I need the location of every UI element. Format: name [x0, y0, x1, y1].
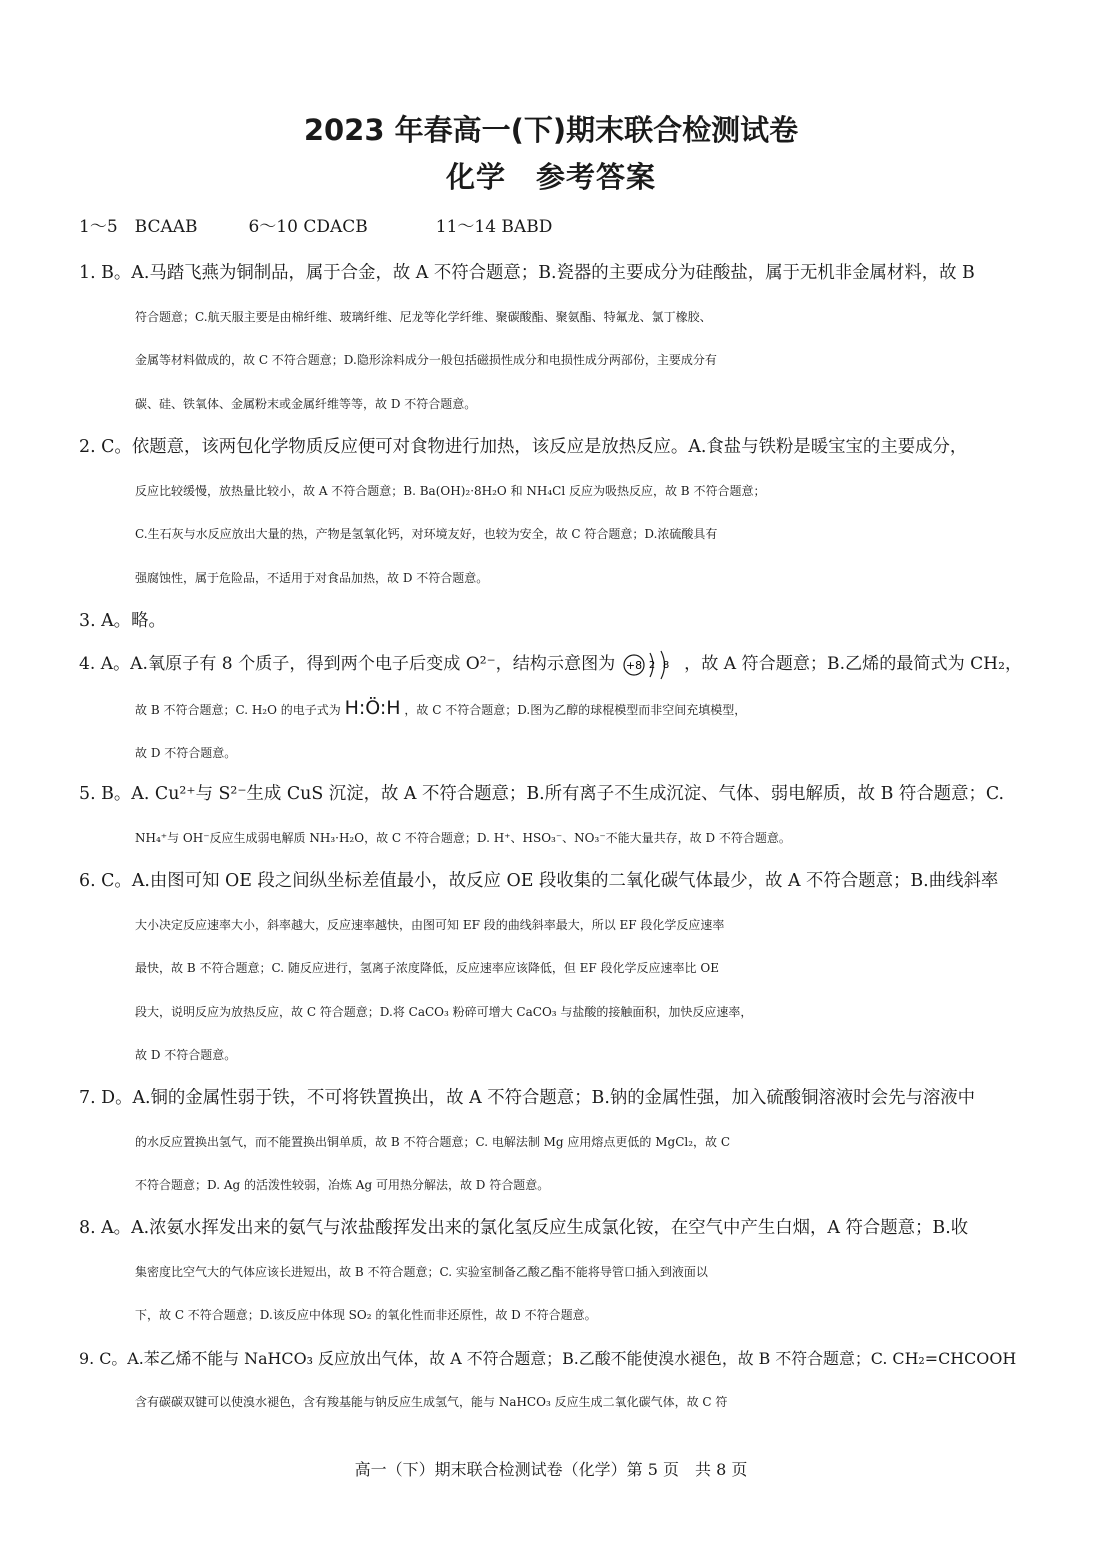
answer-item-4 [79, 643, 1025, 776]
answer-item-1 [79, 252, 1025, 426]
item-line: 最快，故 B 不符合题意；C. 随反应进行，氢离子浓度降低，反应速率应该降低，但 EF 段化学反应速率比 OE [135, 961, 719, 975]
item-line: NH₄⁺与 OH⁻反应生成弱电解质 NH₃·H₂O，故 C 不符合题意；D. H⁺、HSO₃⁻、NO₃⁻不能大量共存，故 D 不符合题意。 [135, 830, 791, 845]
item-line: 9. C。A.苯乙烯不能与 NaHCO₃ 反应放出气体，故 A 不符合题意；B.乙酸不能使溴水褪色，故 B 不符合题意；C. CH₂=CHCOOH [79, 1349, 1017, 1368]
answer-summary: 1～5 BCAAB 6～10 CDACB 11～14 BABD [79, 217, 553, 237]
atom-structure-diagram [621, 648, 679, 682]
item-line: 符合题意；C.航天服主要是由棉纤维、玻璃纤维、尼龙等化学纤维、聚碳酸酯、聚氨酯、特氟龙、氯丁橡胶、 [135, 309, 712, 324]
item-line: 不符合题意；D. Ag 的活泼性较弱，冶炼 Ag 可用热分解法，故 D 符合题意。 [135, 1178, 550, 1192]
answer-item-6 [79, 860, 1025, 1078]
item-text: 4. A。A.氧原子有 8 个质子，得到两个电子后变成 O²⁻，结构示意图为 [79, 654, 616, 674]
answer-item-9 [79, 1337, 1025, 1424]
item-text: ，故 A 符合题意；B.乙烯的最简式为 CH₂， [684, 654, 1023, 674]
item-line: 的水反应置换出氢气，而不能置换出铜单质，故 B 不符合题意；C. 电解法制 Mg 应用熔点更低的 MgCl₂，故 C [135, 1134, 731, 1149]
answer-item-5 [79, 773, 1025, 860]
item-line [79, 687, 1025, 733]
answer-item-2 [79, 426, 1025, 600]
item-text: 故 B 不符合题意；C. H₂O 的电子式为 [135, 702, 341, 717]
page-subtitle: 化学 参考答案 [445, 160, 656, 194]
page-footer: 高一（下）期末联合检测试卷（化学）第 5 页 共 8 页 [354, 1460, 748, 1479]
answer-item-7 [79, 1077, 1025, 1208]
item-line: 金属等材料做成的，故 C 不符合题意；D.隐形涂料成分一般包括磁损性成分和电损性成分两部份，主要成分有 [135, 353, 717, 367]
item-line: 故 D 不符合题意。 [135, 746, 237, 760]
item-line: 下，故 C 不符合题意；D.该反应中体现 SO₂ 的氧化性而非还原性，故 D 不符合题意。 [135, 1308, 597, 1322]
answer-item-3 [79, 600, 1025, 644]
item-line: 集密度比空气大的气体应该长进短出，故 B 不符合题意；C. 实验室制备乙酸乙酯不能将导管口插入到液面以 [135, 1264, 708, 1279]
water-lewis-structure: H:Ö:H [344, 696, 401, 719]
item-line: 2. C。依题意，该两包化学物质反应便可对食物进行加热，该反应是放热反应。A.食盐与铁粉是暖宝宝的主要成分， [79, 437, 968, 457]
item-line: 6. C。A.由图可知 OE 段之间纵坐标差值最小，故反应 OE 段收集的二氧化碳气体最少，故 A 不符合题意；B.曲线斜率 [79, 871, 999, 891]
item-line: C.生石灰与水反应放出大量的热，产物是氢氧化钙，对环境友好，也较为安全，故 C 符合题意；D.浓硫酸具有 [135, 527, 718, 541]
item-line: 8. A。A.浓氨水挥发出来的氨气与浓盐酸挥发出来的氯化氢反应生成氯化铵，在空气中产生白烟，A 符合题意；B.收 [79, 1218, 969, 1238]
atom-shell-1: 2 [648, 659, 655, 671]
item-line: 碳、硅、铁氧体、金属粉末或金属纤维等等，故 D 不符合题意。 [135, 396, 477, 411]
item-line: 大小决定反应速率大小，斜率越大，反应速率越快，由图可知 EF 段的曲线斜率最大，所以 EF 段化学反应速率 [135, 917, 725, 932]
atom-nucleus-label: +8 [625, 658, 642, 672]
item-line: 反应比较缓慢，放热量比较小，故 A 不符合题意；B. Ba(OH)₂·8H₂O 和 NH₄Cl 反应为吸热反应，故 B 不符合题意； [135, 483, 766, 498]
item-line: 5. B。A. Cu²⁺与 S²⁻生成 CuS 沉淀，故 A 不符合题意；B.所有离子不生成沉淀、气体、弱电解质，故 B 符合题意；C. [79, 784, 1005, 804]
item-text: ，故 C 不符合题意；D.图为乙醇的球棍模型而非空间充填模型， [404, 702, 747, 717]
item-line: 含有碳碳双键可以使溴水褪色，含有羧基能与钠反应生成氢气，能与 NaHCO₃ 反应生成二氧化碳气体，故 C 符 [135, 1394, 728, 1409]
item-line: 1. B。A.马踏飞燕为铜制品，属于合金，故 A 不符合题意；B.瓷器的主要成分为硅酸盐，属于无机非金属材料，故 B [79, 263, 975, 283]
item-line [79, 643, 1025, 687]
page-title: 2023 年春高一(下)期末联合检测试卷 [303, 113, 799, 147]
answer-item-8 [79, 1207, 1025, 1338]
item-line: 强腐蚀性，属于危险品，不适用于对食品加热，故 D 不符合题意。 [135, 570, 489, 585]
item-line: 故 D 不符合题意。 [135, 1048, 237, 1062]
item-line: 段大，说明反应为放热反应，故 C 符合题意；D.将 CaCO₃ 粉碎可增大 CaCO₃ 与盐酸的接触面积，加快反应速率， [135, 1004, 753, 1019]
atom-shell-2: 8 [662, 659, 669, 671]
item-line: 3. A。略。 [79, 611, 166, 631]
item-line: 7. D。A.铜的金属性弱于铁，不可将铁置换出，故 A 不符合题意；B.钠的金属性强，加入硫酸铜溶液时会先与溶液中 [79, 1088, 976, 1108]
